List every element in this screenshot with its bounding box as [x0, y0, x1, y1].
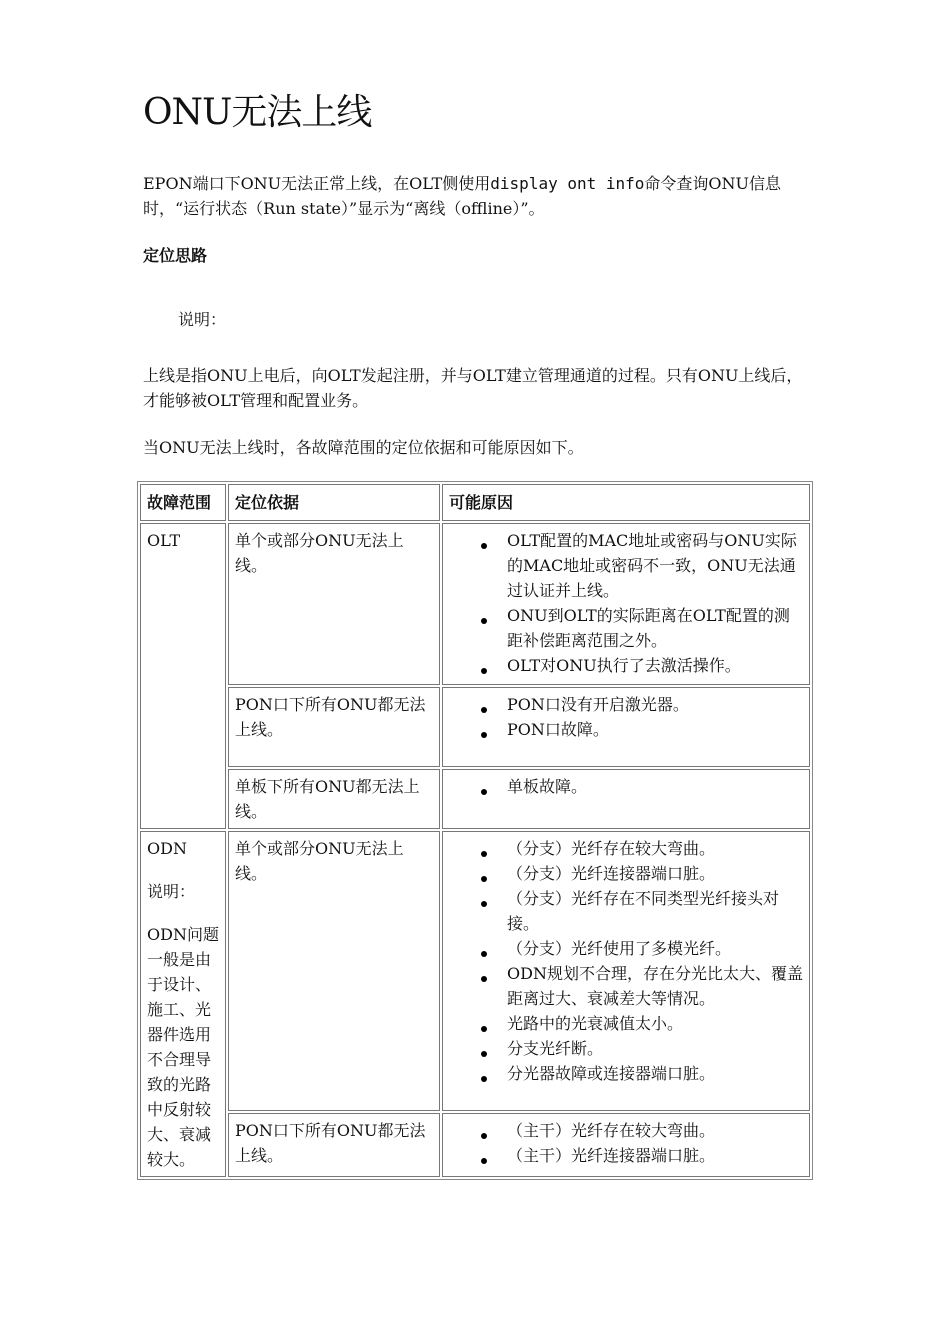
page-title: ONU无法上线: [143, 92, 372, 133]
table-row: [140, 1113, 810, 1177]
section-heading: 定位思路: [143, 246, 208, 265]
intro-text-1: EPON端口下ONU无法正常上线，在OLT侧使用: [143, 174, 491, 193]
command-text: display ont info: [490, 174, 645, 193]
table-row: [140, 769, 810, 829]
scope-cell-odn: [140, 831, 226, 1177]
list-item: 光路中的光衰减值太小。: [507, 1011, 803, 1036]
header-scope: 故障范围: [140, 484, 226, 521]
scope-label-odn: ODN: [147, 839, 187, 858]
list-item: （分支）光纤存在不同类型光纤接头对接。: [507, 886, 803, 936]
list-item: 单板故障。: [507, 774, 803, 799]
intro-text-2: 命令查询ONU信息时，“运行状态（Run state）”显示为“离线（offline）”。: [143, 174, 782, 218]
list-item: （分支）光纤使用了多模光纤。: [507, 936, 803, 961]
basis-cell: PON口下所有ONU都无法上线。: [228, 687, 440, 767]
scope-cell-olt: OLT: [140, 523, 226, 829]
odn-note-label: 说明：: [147, 882, 196, 901]
causes-cell: [442, 769, 810, 829]
list-item: （主干）光纤存在较大弯曲。: [507, 1118, 803, 1143]
table-header-row: [140, 484, 810, 521]
list-item: 分光器故障或连接器端口脏。: [507, 1061, 803, 1086]
basis-cell: 单个或部分ONU无法上线。: [228, 523, 440, 685]
odn-note-text: ODN问题一般是由于设计、施工、光器件选用不合理导致的光路中反射较大、衰减较大。: [147, 925, 219, 1169]
basis-cell: 单板下所有ONU都无法上线。: [228, 769, 440, 829]
table-row: [140, 523, 810, 685]
fault-table: [137, 481, 813, 1180]
table-row: [140, 831, 810, 1111]
causes-cell: [442, 523, 810, 685]
table-intro: 当ONU无法上线时，各故障范围的定位依据和可能原因如下。: [143, 438, 584, 457]
cause-list: [449, 774, 803, 799]
causes-cell: [442, 687, 810, 767]
list-item: PON口故障。: [507, 717, 803, 742]
list-item: ODN规划不合理，存在分光比太大、覆盖距离过大、衰减差大等情况。: [507, 961, 803, 1011]
causes-cell: [442, 1113, 810, 1177]
list-item: （分支）光纤存在较大弯曲。: [507, 836, 803, 861]
cause-list: [449, 528, 803, 678]
header-basis: 定位依据: [228, 484, 440, 521]
basis-cell: PON口下所有ONU都无法上线。: [228, 1113, 440, 1177]
note-text: 上线是指ONU上电后，向OLT发起注册，并与OLT建立管理通道的过程。只有ONU上线后，才能够被OLT管理和配置业务。: [143, 366, 803, 410]
list-item: （主干）光纤连接器端口脏。: [507, 1143, 803, 1168]
causes-cell: [442, 831, 810, 1111]
list-item: OLT对ONU执行了去激活操作。: [507, 653, 803, 678]
table-row: [140, 687, 810, 767]
note-label: 说明：: [178, 310, 227, 329]
header-causes: 可能原因: [442, 484, 810, 521]
intro-paragraph: [143, 171, 808, 221]
basis-cell: 单个或部分ONU无法上线。: [228, 831, 440, 1111]
list-item: PON口没有开启激光器。: [507, 692, 803, 717]
cause-list: [449, 836, 803, 1086]
cause-list: [449, 1118, 803, 1168]
list-item: ONU到OLT的实际距离在OLT配置的测距补偿距离范围之外。: [507, 603, 803, 653]
list-item: （分支）光纤连接器端口脏。: [507, 861, 803, 886]
list-item: 分支光纤断。: [507, 1036, 803, 1061]
cause-list: [449, 692, 803, 742]
list-item: OLT配置的MAC地址或密码与ONU实际的MAC地址或密码不一致，ONU无法通过认证并上线。: [507, 528, 803, 603]
